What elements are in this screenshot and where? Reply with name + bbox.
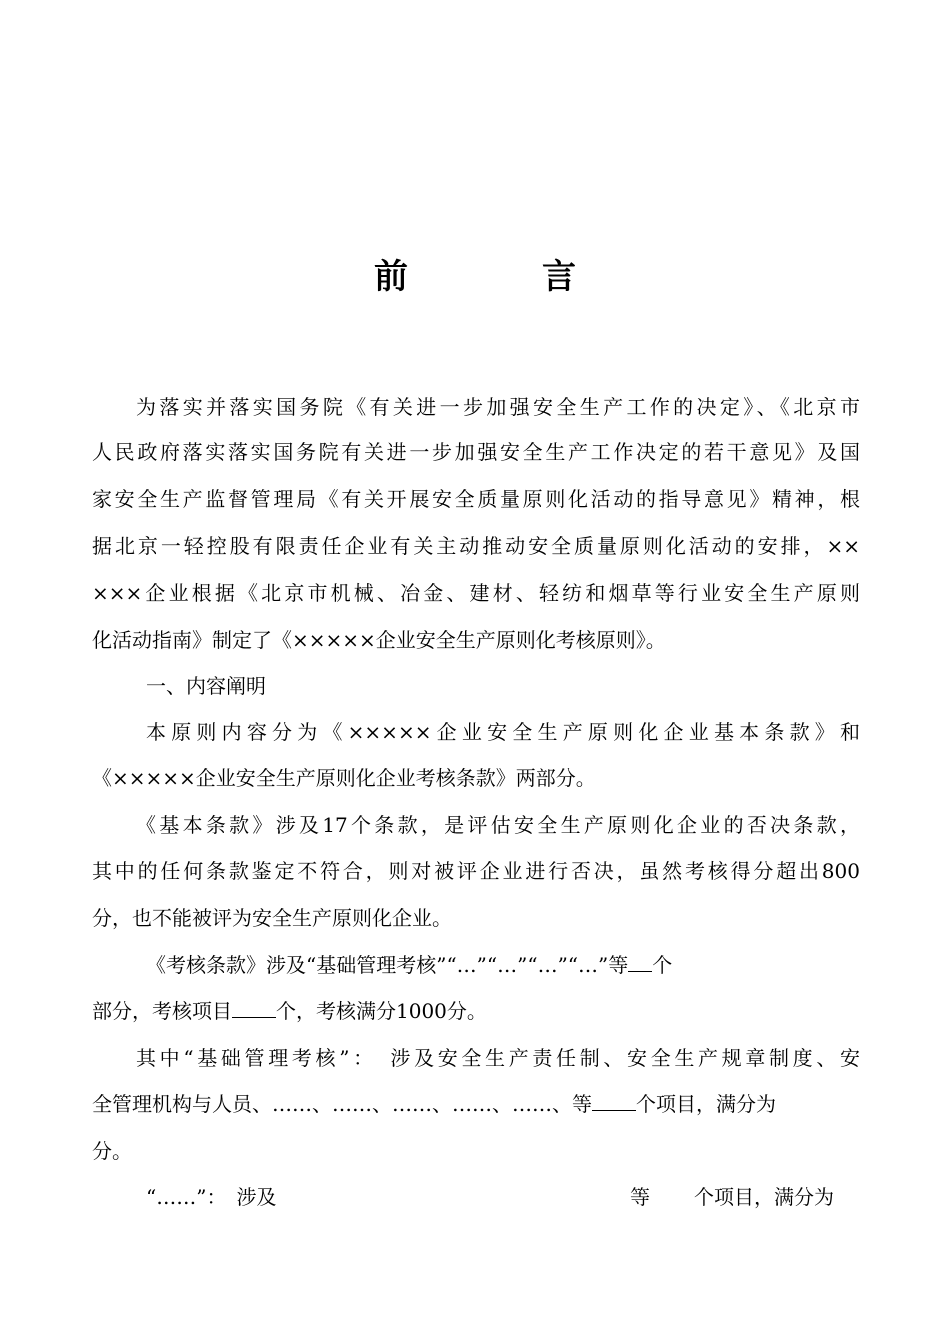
paragraph-1-line-5: ×××企业根据《北京市机械、冶金、建材、轻纺和烟草等行业安全生产原则	[92, 581, 860, 605]
paragraph-5-line-2	[92, 1089, 860, 1119]
paragraph-6-left: “……”： 涉及	[146, 1185, 277, 1209]
section-heading: 一、内容阐明	[146, 674, 266, 698]
paragraph-1-line-6: 化活动指南》制定了《×××××企业安全生产原则化考核原则》。	[92, 628, 666, 652]
fill-blank	[232, 997, 276, 1018]
paragraph-5-line-1: 其中“基础管理考核”： 涉及安全生产责任制、安全生产规章制度、安	[136, 1046, 860, 1070]
paragraph-1-line-2: 人民政府落实落实国务院有关进一步加强安全生产工作决定的若干意见》及国	[92, 440, 860, 464]
paragraph-6-mid: 等	[630, 1185, 650, 1209]
paragraph-1-line-3: 家安全生产监督管理局《有关开展安全质量原则化活动的指导意见》精神，根	[92, 487, 860, 511]
paragraph-6-right: 个项目，满分为	[694, 1185, 834, 1209]
paragraph-4-line-1-text: 《考核条款》涉及“基础管理考核”“…”“…”“…”“…”等	[146, 953, 629, 977]
paragraph-2-line-1: 本原则内容分为《×××××企业安全生产原则化企业基本条款》和	[146, 720, 860, 744]
paragraph-1-line-4: 据北京一轻控股有限责任企业有关主动推动安全质量原则化活动的安排，××	[92, 534, 860, 558]
paragraph-2-line-2: 《×××××企业安全生产原则化企业考核条款》两部分。	[92, 766, 596, 790]
fill-blank	[628, 951, 652, 972]
paragraph-4-line-2-text: 部分，考核项目	[92, 999, 232, 1023]
page-title: 前 言	[374, 257, 626, 297]
paragraph-5-line-2-end: 个项目，满分为	[636, 1092, 776, 1116]
paragraph-3-line-1: 《基本条款》涉及17个条款，是评估安全生产原则化企业的否决条款，	[136, 813, 860, 837]
paragraph-3-line-3: 分，也不能被评为安全生产原则化企业。	[92, 906, 452, 930]
paragraph-5-line-3: 分。	[92, 1139, 132, 1163]
fill-blank	[592, 1090, 636, 1111]
paragraph-1-line-1: 为落实并落实国务院《有关进一步加强安全生产工作的决定》、《北京市	[136, 395, 860, 419]
paragraph-4-line-2-end: 个，考核满分1000分。	[276, 999, 487, 1023]
paragraph-4-line-1	[146, 950, 860, 980]
paragraph-5-line-2-text: 全管理机构与人员、……、……、……、……、……、等	[92, 1092, 592, 1116]
paragraph-4-line-1-end: 个	[652, 953, 673, 977]
paragraph-4-line-2	[92, 996, 860, 1026]
paragraph-3-line-2: 其中的任何条款鉴定不符合，则对被评企业进行否决，虽然考核得分超出800	[92, 859, 860, 883]
